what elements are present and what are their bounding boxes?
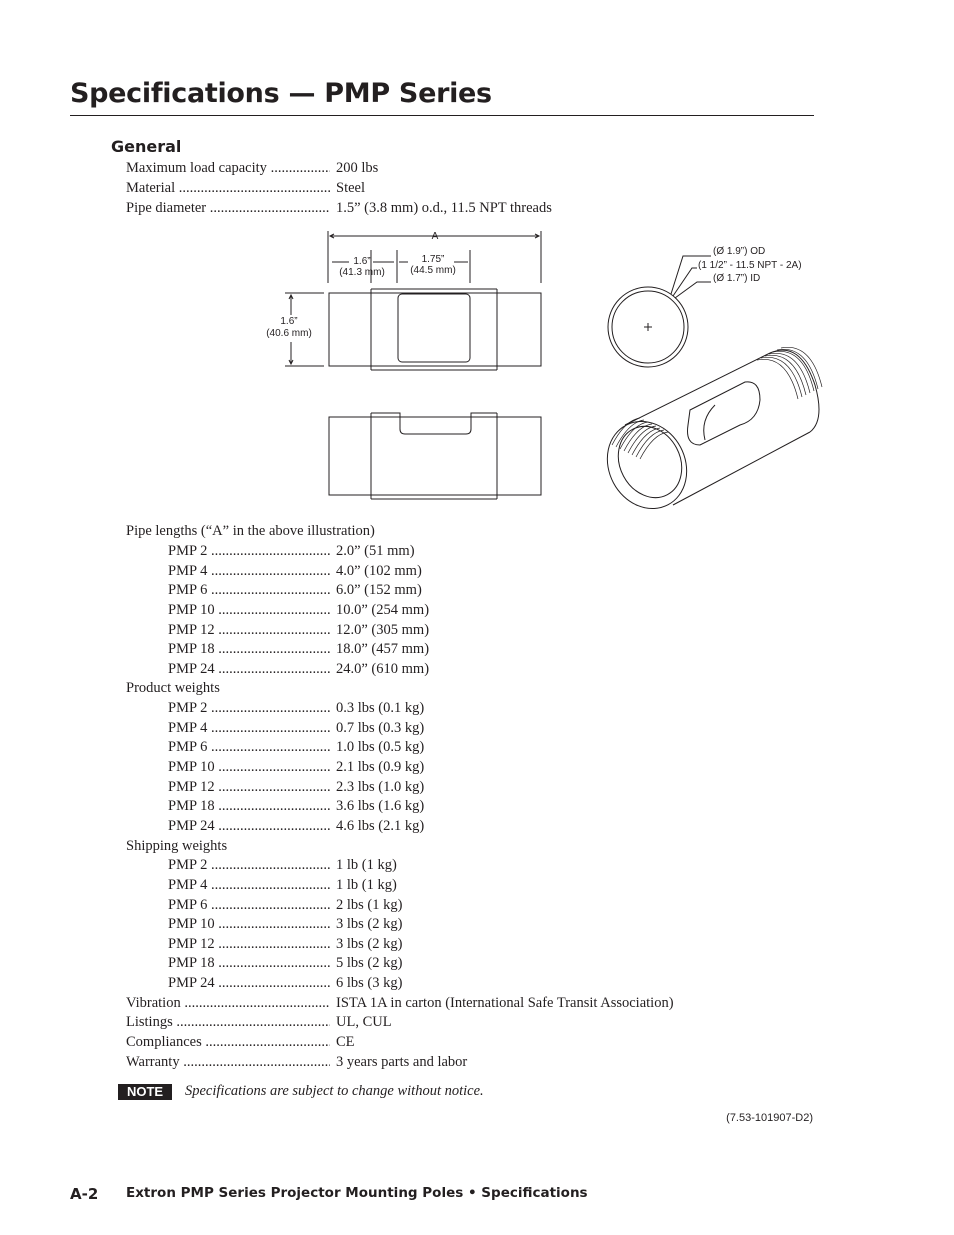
model-value: 2.1 lbs (0.9 kg) [336, 759, 425, 775]
model-value: 10.0” (254 mm) [336, 602, 430, 618]
model-value: 1.0 lbs (0.5 kg) [336, 739, 425, 755]
spec-value: CE [336, 1034, 355, 1050]
spec-label: Compliances ..... [126, 1032, 330, 1052]
dim-length-in: 1.6” [353, 256, 371, 267]
model-label: PMP 2 ..... [168, 541, 330, 561]
model-value: 6 lbs (3 kg) [336, 975, 403, 991]
model-value: 18.0” (457 mm) [336, 641, 430, 657]
model-value: 1 lb (1 kg) [336, 877, 397, 893]
pipe-diagram [250, 225, 830, 515]
section-heading: General [111, 137, 182, 156]
note-text: Specifications are subject to change without notice. [185, 1083, 484, 1099]
model-label: PMP 12 ..... [168, 620, 330, 640]
document-code: (7.53-101907-D2) [726, 1112, 813, 1124]
model-label: PMP 12 ..... [168, 934, 330, 954]
model-value: 24.0” (610 mm) [336, 661, 430, 677]
model-label: PMP 18 ..... [168, 796, 330, 816]
model-value: 4.0” (102 mm) [336, 563, 422, 579]
dim-height-in: 1.6” [280, 316, 298, 327]
model-value: 0.7 lbs (0.3 kg) [336, 720, 425, 736]
spec-value: 1.5” (3.8 mm) o.d., 11.5 NPT threads [336, 200, 552, 216]
model-label: PMP 6 ..... [168, 580, 330, 600]
model-value: 12.0” (305 mm) [336, 622, 430, 638]
spec-value: 3 years parts and labor [336, 1054, 468, 1070]
model-value: 3.6 lbs (1.6 kg) [336, 798, 425, 814]
model-label: PMP 6 ..... [168, 737, 330, 757]
thread-label: (1 1/2” - 11.5 NPT - 2A) [698, 260, 802, 271]
model-label: PMP 4 ..... [168, 875, 330, 895]
model-label: PMP 24 ..... [168, 659, 330, 679]
spec-value: 200 lbs [336, 160, 379, 176]
model-label: PMP 10 ..... [168, 757, 330, 777]
model-value: 5 lbs (2 kg) [336, 955, 403, 971]
model-label: PMP 24 ..... [168, 973, 330, 993]
model-label: PMP 6 ..... [168, 895, 330, 915]
spec-label: Warranty ..... [126, 1052, 330, 1072]
spec-value: ISTA 1A in carton (International Safe Transit Association) [336, 995, 674, 1011]
dim-window-mm: (44.5 mm) [410, 265, 456, 276]
spec-label: Listings ..... [126, 1012, 330, 1032]
title-divider [70, 115, 814, 116]
note-badge: NOTE [118, 1084, 172, 1100]
model-value: 2.0” (51 mm) [336, 543, 415, 559]
model-value: 6.0” (152 mm) [336, 582, 422, 598]
dim-window-in: 1.75” [421, 254, 445, 265]
page-number: A-2 [70, 1185, 99, 1203]
group-heading: Shipping weights [126, 838, 228, 854]
page-title: Specifications — PMP Series [70, 78, 492, 109]
spec-label: Maximum load capacity ..... [126, 158, 330, 178]
model-value: 3 lbs (2 kg) [336, 936, 403, 952]
model-label: PMP 18 ..... [168, 639, 330, 659]
spec-label: Vibration ..... [126, 993, 330, 1013]
model-value: 3 lbs (2 kg) [336, 916, 403, 932]
model-label: PMP 2 ..... [168, 855, 330, 875]
footer-title: Extron PMP Series Projector Mounting Poles • Specifications [126, 1185, 588, 1201]
model-label: PMP 4 ..... [168, 561, 330, 581]
model-value: 1 lb (1 kg) [336, 857, 397, 873]
model-label: PMP 18 ..... [168, 953, 330, 973]
spec-value: Steel [336, 180, 365, 196]
model-label: PMP 2 ..... [168, 698, 330, 718]
model-label: PMP 24 ..... [168, 816, 330, 836]
model-value: 0.3 lbs (0.1 kg) [336, 700, 425, 716]
model-label: PMP 4 ..... [168, 718, 330, 738]
dim-height-mm: (40.6 mm) [266, 328, 312, 339]
group-heading: Pipe lengths (“A” in the above illustration) [126, 523, 375, 539]
dim-length-mm: (41.3 mm) [339, 267, 385, 278]
model-label: PMP 12 ..... [168, 777, 330, 797]
dim-a-label: A [431, 231, 439, 242]
od-label: (Ø 1.9”) OD [713, 246, 766, 257]
model-value: 2 lbs (1 kg) [336, 897, 403, 913]
spec-label: Material ..... [126, 178, 330, 198]
model-value: 4.6 lbs (2.1 kg) [336, 818, 425, 834]
group-heading: Product weights [126, 680, 220, 696]
model-label: PMP 10 ..... [168, 914, 330, 934]
spec-label: Pipe diameter ..... [126, 198, 330, 218]
spec-value: UL, CUL [336, 1014, 392, 1030]
id-label: (Ø 1.7”) ID [713, 273, 761, 284]
model-label: PMP 10 ..... [168, 600, 330, 620]
model-value: 2.3 lbs (1.0 kg) [336, 779, 425, 795]
